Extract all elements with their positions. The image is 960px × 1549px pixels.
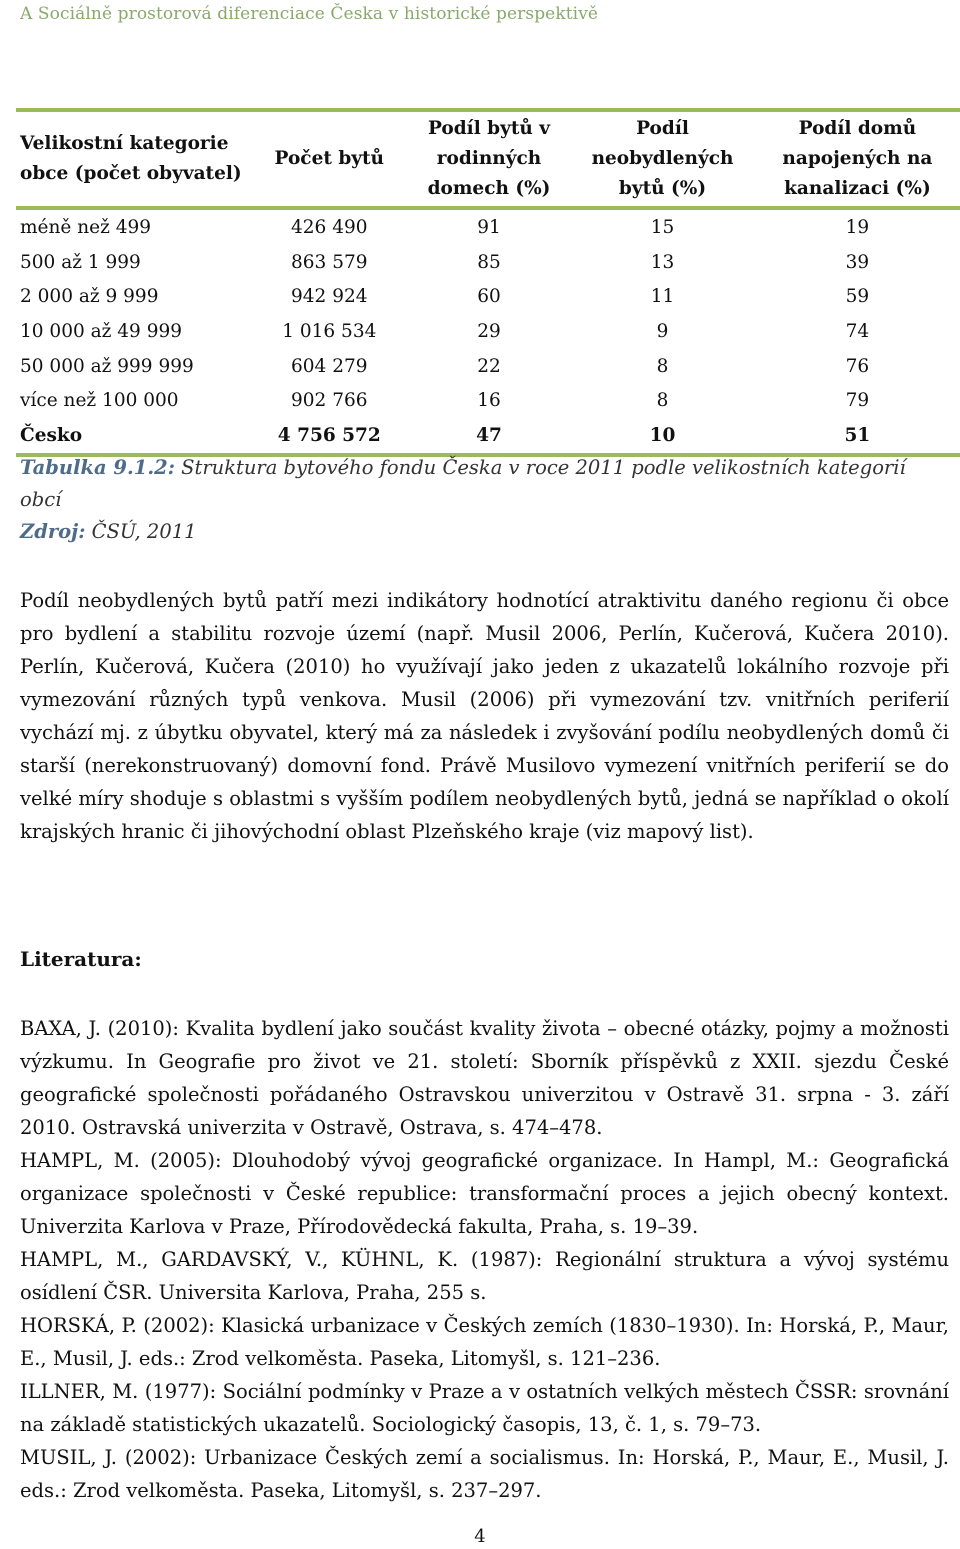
table-cell: 10 000 až 49 999: [20, 320, 183, 342]
column-header-dwellings: Počet bytů: [274, 148, 385, 169]
table-cell: 79: [845, 390, 870, 412]
table-header-row: [16, 110, 960, 208]
table-cell: 59: [845, 286, 870, 308]
body-paragraph: Podíl neobydlených bytů patří mezi indikátory hodnotící atraktivitu daného regionu či obce pro bydlení a stabilitu rozvoje území (např. Musil 2006, Perlín, Kučerová, Kučera 2010). Perlín, Kučerová, Kučera (2010) ho využívají jako jeden z ukazatelů lokálního rozvoje při vymezování různých typů venkova. Musil (2006) při vymezování tzv. vnitřních periferií vychází mj. z úbytku obyvatel, který má za následek i zvyšování podílu neobydlených domů či starší (nerekonstruovaný) domovní fond. Právě Musilovo vymezení vnitřních periferií se do velké míry shoduje s oblastmi s vyšším podílem neobydlených bytů, jedná se například o okolí krajských hranic či jihovýchodní oblast Plzeňského kraje (viz mapový list).: [20, 589, 949, 843]
table-cell: 8: [656, 390, 669, 412]
source-label: Zdroj:: [20, 520, 86, 543]
source-text: ČSÚ, 2011: [85, 520, 197, 543]
table-cell: 39: [845, 251, 870, 273]
table-row: [16, 349, 960, 384]
table-cell: méně než 499: [20, 216, 152, 238]
column-header-family-houses-share: Podíl bytů v rodinných domech (%): [427, 118, 551, 199]
table-cell: 4 756 572: [277, 424, 381, 446]
table-row: [16, 279, 960, 314]
table-cell: 902 766: [291, 390, 368, 412]
table-cell: 426 490: [291, 216, 368, 238]
reference-list: [20, 1012, 949, 1507]
table-cell: 2 000 až 9 999: [20, 286, 159, 308]
table-cell: 16: [477, 390, 501, 412]
table-cell: 10: [649, 424, 676, 446]
reference-item: ILLNER, M. (1977): Sociální podmínky v Praze a v ostatních velkých městech ČSSR: srovnání na základě statistických ukazatelů. Sociologický časopis, 13, č. 1, s. 79–73.: [20, 1380, 949, 1436]
table-caption: [20, 452, 950, 548]
table-cell: 91: [477, 216, 501, 238]
table-cell: 74: [845, 320, 870, 342]
table-cell: 1 016 534: [282, 320, 377, 342]
table-cell: 47: [476, 424, 502, 446]
reference-item: BAXA, J. (2010): Kvalita bydlení jako součást kvality života – obecné otázky, pojmy a možnosti výzkumu. In Geografie pro život ve 21. století: Sborník příspěvků z XXII. sjezdu České geografické společnosti pořádaného Ostravskou univerzitou v Ostravě 31. srpna - 3. září 2010. Ostravská univerzita v Ostravě, Ostrava, s. 474–478.: [20, 1017, 949, 1139]
table-cell: 9: [656, 320, 669, 342]
table-cell: Česko: [20, 424, 83, 446]
page-number: 4: [474, 1526, 486, 1547]
table-cell: 50 000 až 999 999: [20, 355, 194, 377]
table-row: [16, 383, 960, 418]
table-cell: 604 279: [291, 355, 368, 377]
table-row: [16, 314, 960, 349]
table-cell: 51: [844, 424, 871, 446]
table-cell: více než 100 000: [20, 390, 179, 412]
table-cell: 15: [650, 216, 675, 238]
reference-item: HAMPL, M. (2005): Dlouhodobý vývoj geografické organizace. In Hampl, M.: Geografická organizace společnosti v České republice: transformační proces a jejich obecný kontext. Univerzita Karlova v Praze, Přírodovědecká fakulta, Praha, s. 19–39.: [20, 1149, 949, 1238]
table-cell: 85: [477, 251, 501, 273]
column-header-unoccupied-share: Podíl neobydlených bytů (%): [591, 118, 734, 199]
table-cell: 29: [477, 320, 501, 342]
reference-item: MUSIL, J. (2002): Urbanizace Českých zemí a socialismus. In: Horská, P., Maur, E., Musil, J. eds.: Zrod velkoměsta. Paseka, Litomyšl, s. 237–297.: [20, 1446, 949, 1502]
table-cell: 500 až 1 999: [20, 251, 141, 273]
source-line: [20, 516, 950, 548]
reference-item: HORSKÁ, P. (2002): Klasická urbanizace v Českých zemích (1830–1930). In: Horská, P., Maur, E., Musil, J. eds.: Zrod velkoměsta. Paseka, Litomyšl, s. 121–236.: [20, 1314, 949, 1370]
column-header-sewer-share: Podíl domů napojených na kanalizaci (%): [782, 118, 933, 199]
table-cell: 76: [845, 355, 870, 377]
table-cell: 22: [477, 355, 501, 377]
caption-line: [20, 452, 950, 516]
literature-heading: Literatura:: [20, 947, 142, 971]
running-header: A Sociálně prostorová diferenciace Česka v historické perspektivě: [20, 4, 599, 24]
caption-label: Tabulka 9.1.2:: [20, 456, 175, 479]
table-cell: 863 579: [291, 251, 368, 273]
table-cell: 8: [656, 355, 669, 377]
table-cell: 13: [650, 251, 675, 273]
column-header-size-category: Velikostní kategorie obce (počet obyvatel): [20, 133, 242, 184]
table-cell: 942 924: [291, 286, 368, 308]
table-total-row: [16, 418, 960, 455]
table-cell: 19: [845, 216, 870, 238]
table-cell: 60: [477, 286, 501, 308]
caption-text: Struktura bytového fondu Česka v roce 2011 podle velikostních kategorií obcí: [20, 456, 906, 511]
table-row: [16, 208, 960, 245]
reference-item: HAMPL, M., GARDAVSKÝ, V., KÜHNL, K. (1987): Regionální struktura a vývoj systému osídlení ČSR. Universita Karlova, Praha, 255 s.: [20, 1248, 949, 1304]
housing-stock-table: [16, 108, 960, 457]
table-row: [16, 245, 960, 280]
table-cell: 11: [650, 286, 675, 308]
